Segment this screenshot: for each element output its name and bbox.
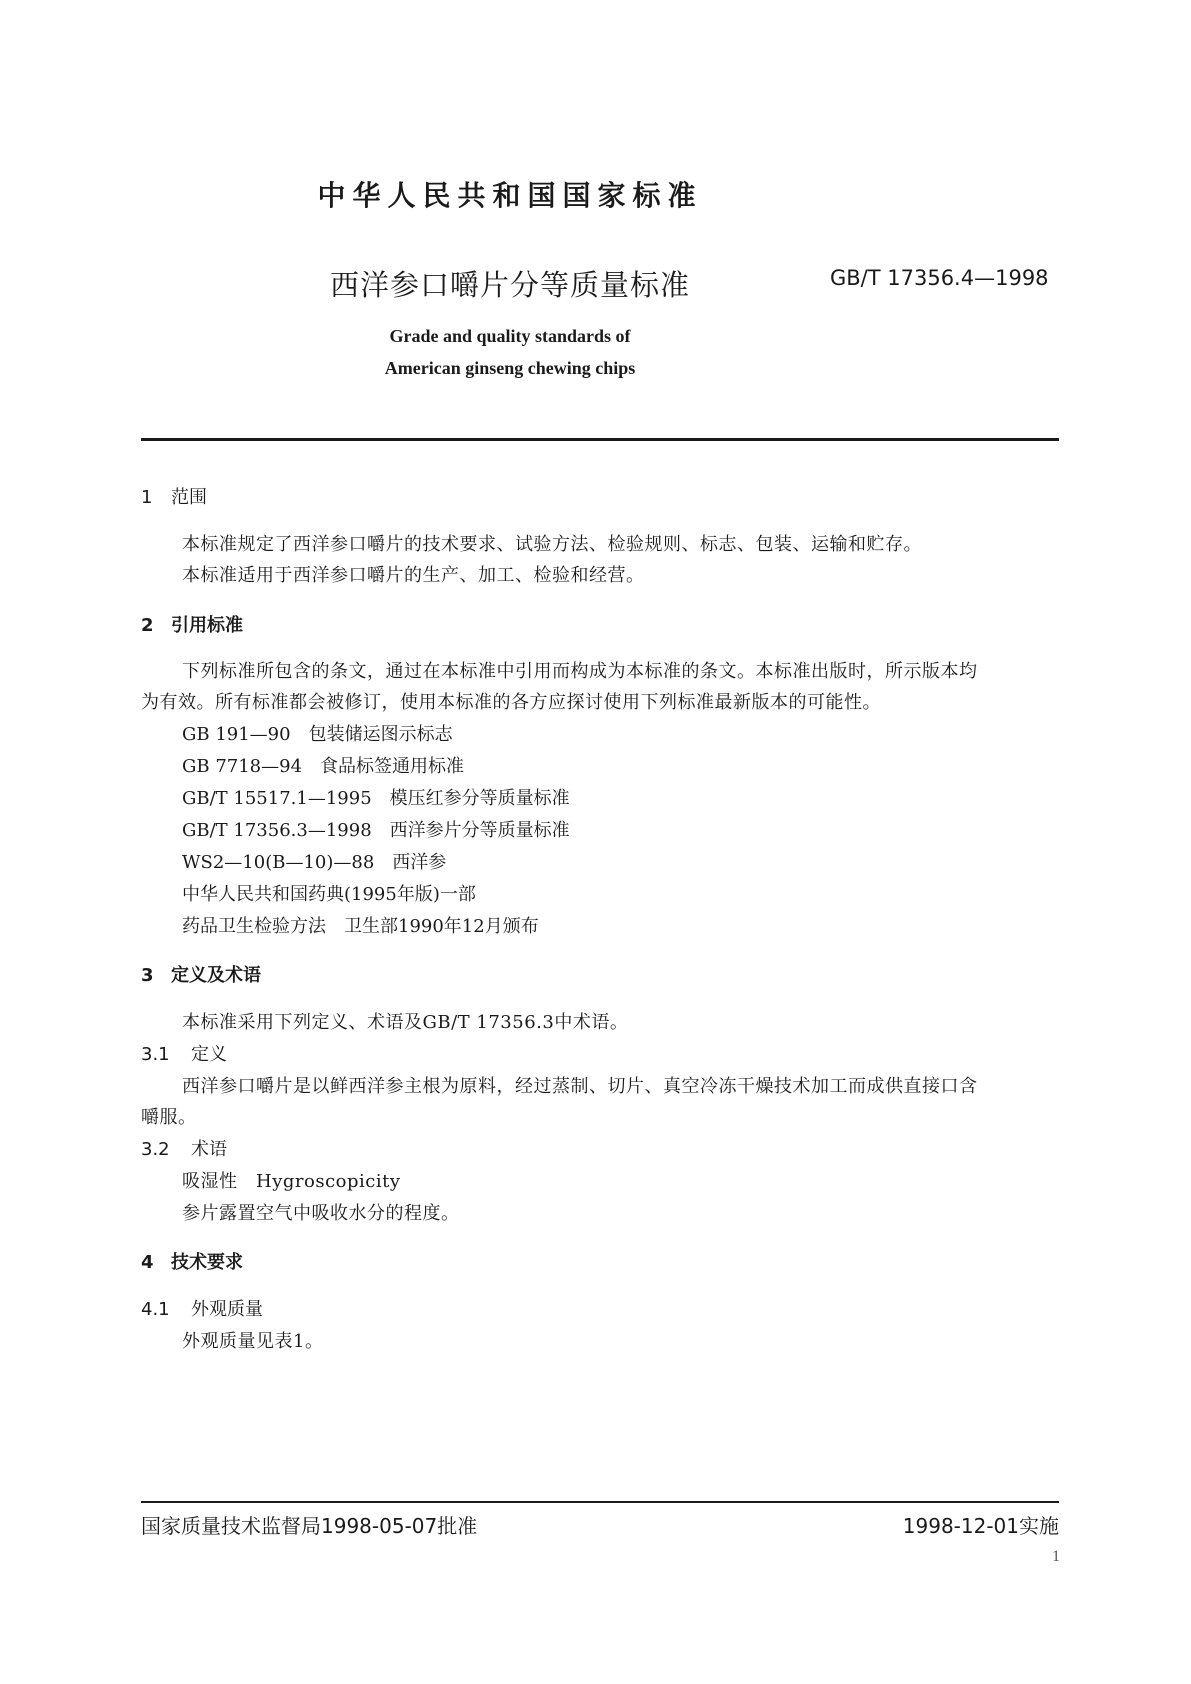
- section-3-2-heading: [141, 1135, 227, 1161]
- header-rule: [141, 438, 1059, 441]
- section-1-paragraph-2: 本标准适用于西洋参口嚼片的生产、加工、检验和经营。: [182, 565, 645, 586]
- section-3-number: 3: [141, 965, 154, 986]
- reference-item: [182, 912, 539, 938]
- reference-item: [182, 880, 476, 906]
- reference-code: GB 191—90: [182, 724, 291, 745]
- implementation-date: 1998-12-01实施: [902, 1514, 1059, 1538]
- section-4-1-number: 4.1: [141, 1299, 170, 1320]
- reference-name: 西洋参: [392, 852, 447, 873]
- reference-code: GB 7718—94: [182, 756, 303, 777]
- reference-item: [182, 752, 464, 778]
- section-2-paragraph-line-1: 下列标准所包含的条文，通过在本标准中引用而构成为本标准的条文。本标准出版时，所示版本均: [182, 661, 978, 682]
- section-4-1-text: 外观质量见表1。: [182, 1331, 324, 1352]
- section-4-number: 4: [141, 1252, 154, 1273]
- definition-line-1: 西洋参口嚼片是以鲜西洋参主根为原料，经过蒸制、切片、真空冷冻干燥技术加工而成供直接口含: [182, 1076, 978, 1097]
- reference-code: GB/T 17356.3—1998: [182, 820, 372, 841]
- document-title-cn: 西洋参口嚼片分等质量标准: [329, 268, 690, 302]
- section-3-1-number: 3.1: [141, 1044, 170, 1065]
- section-1-title: 范围: [171, 487, 207, 508]
- reference-name: 食品标签通用标准: [320, 756, 465, 777]
- section-3-heading: [141, 961, 261, 987]
- section-4-title: 技术要求: [171, 1252, 243, 1273]
- reference-item: [182, 720, 453, 746]
- section-4-heading: [141, 1248, 243, 1274]
- section-1-heading: [141, 483, 207, 509]
- reference-code: WS2—10(B—10)—88: [182, 852, 375, 873]
- reference-name: 卫生部1990年12月颁布: [344, 916, 539, 937]
- reference-code: 药品卫生检验方法: [182, 916, 326, 937]
- reference-code: 中华人民共和国药典(1995年版)一部: [182, 884, 476, 905]
- section-2-number: 2: [141, 615, 154, 636]
- reference-name: 包装储运图示标志: [308, 724, 453, 745]
- document-title-en-line1: Grade and quality standards of: [389, 326, 631, 346]
- approval-note: 国家质量技术监督局1998-05-07批准: [141, 1514, 478, 1538]
- term-definition: 参片露置空气中吸收水分的程度。: [182, 1203, 460, 1224]
- reference-name: 模压红参分等质量标准: [389, 788, 570, 809]
- section-3-2-number: 3.2: [141, 1139, 170, 1160]
- section-3-2-title: 术语: [191, 1139, 227, 1160]
- reference-code: GB/T 15517.1—1995: [182, 788, 372, 809]
- national-standard-title: 中华人民共和国国家标准: [317, 179, 703, 212]
- section-4-1-title: 外观质量: [191, 1299, 263, 1320]
- section-1-paragraph-1: 本标准规定了西洋参口嚼片的技术要求、试验方法、检验规则、标志、包装、运输和贮存。: [182, 534, 922, 555]
- section-2-title: 引用标准: [171, 615, 243, 636]
- reference-item: [182, 816, 570, 842]
- footer-rule: [141, 1501, 1059, 1503]
- page-number: 1: [1052, 1548, 1060, 1565]
- section-3-1-heading: [141, 1040, 227, 1066]
- document-title-en-line2: American ginseng chewing chips: [384, 358, 636, 378]
- definition-line-2: 嚼服。: [141, 1107, 197, 1128]
- reference-item: [182, 848, 446, 874]
- standard-number: GB/T 17356.4—1998: [830, 266, 1049, 290]
- section-3-1-title: 定义: [191, 1044, 227, 1065]
- reference-name: 西洋参片分等质量标准: [389, 820, 570, 841]
- section-3-title: 定义及术语: [171, 965, 261, 986]
- section-2-paragraph-line-2: 为有效。所有标准都会被修订，使用本标准的各方应探讨使用下列标准最新版本的可能性。: [141, 692, 881, 713]
- term-hygroscopicity: 吸湿性 Hygroscopicity: [182, 1171, 401, 1192]
- section-1-number: 1: [141, 487, 153, 508]
- section-4-1-heading: [141, 1295, 263, 1321]
- reference-item: [182, 784, 570, 810]
- section-3-paragraph: 本标准采用下列定义、术语及GB/T 17356.3中术语。: [182, 1012, 629, 1033]
- section-2-heading: [141, 611, 243, 637]
